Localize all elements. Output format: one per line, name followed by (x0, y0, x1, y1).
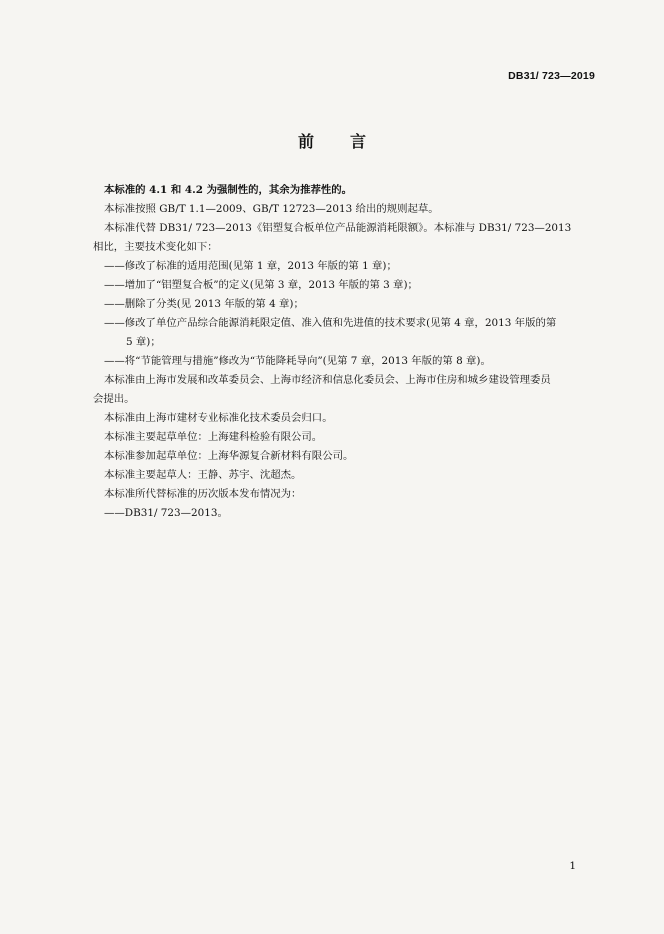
change-item-requirements-line1: ——修改了单位产品综合能源消耗限定值、准入值和先进值的技术要求(见第 4 章，2013 年版的第 (104, 317, 557, 329)
paragraph-proposer-line1: 本标准由上海市发展和改革委员会、上海市经济和信息化委员会、上海市住房和城乡建设管理委员 (104, 374, 551, 386)
change-item-definition: ——增加了“铝塑复合板”的定义(见第 3 章，2013 年版的第 3 章)； (104, 279, 418, 291)
paragraph-drafters: 本标准主要起草人：王静、苏宇、沈超杰。 (104, 469, 302, 481)
paragraph-mandatory-clauses: 本标准的 4.1 和 4.2 为强制性的，其余为推荐性的。 (104, 184, 353, 196)
change-item-requirements-line2: 5 章)； (126, 336, 161, 348)
foreword-body (93, 181, 599, 523)
page-title (0, 129, 664, 152)
change-item-scope: ——修改了标准的适用范围(见第 1 章，2013 年版的第 1 章)； (104, 260, 397, 272)
title-char-1: 前 (297, 132, 314, 151)
paragraph-replaces-line1: 本标准代替 DB31/ 723—2013《铝塑复合板单位产品能源消耗限额》。本标准与 DB31/ 723—2013 (104, 222, 572, 234)
paragraph-version-history: 本标准所代替标准的历次版本发布情况为： (104, 488, 302, 500)
paragraph-main-drafter-org: 本标准主要起草单位：上海建科检验有限公司。 (104, 431, 323, 443)
change-item-classification: ——删除了分类(见 2013 年版的第 4 章)； (104, 298, 304, 310)
paragraph-drafting-rules: 本标准按照 GB/T 1.1—2009、GB/T 12723—2013 给出的规则起草。 (104, 203, 439, 215)
paragraph-replaces-line2: 相比，主要技术变化如下： (93, 241, 218, 253)
change-item-guidance: ——将“节能管理与措施”修改为“节能降耗导向”(见第 7 章，2013 年版的第 8 章)。 (104, 355, 491, 367)
paragraph-proposer-line2: 会提出。 (93, 393, 135, 405)
document-code: DB31/ 723—2019 (508, 70, 595, 82)
title-char-2: 言 (350, 132, 367, 151)
page-number: 1 (569, 860, 576, 872)
version-history-item: ——DB31/ 723—2013。 (104, 507, 228, 519)
paragraph-participating-org: 本标准参加起草单位：上海华源复合新材料有限公司。 (104, 450, 354, 462)
paragraph-technical-committee: 本标准由上海市建材专业标准化技术委员会归口。 (104, 412, 333, 424)
